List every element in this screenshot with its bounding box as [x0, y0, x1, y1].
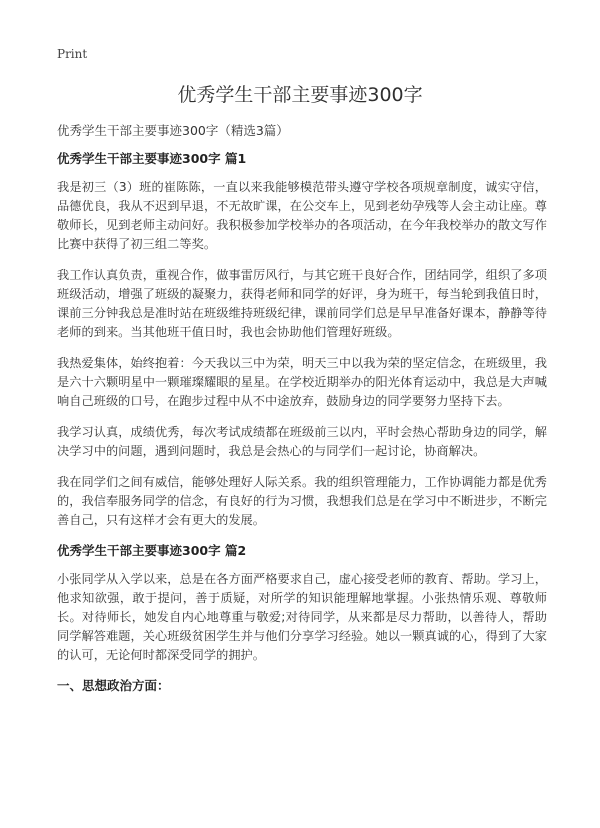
page-title: 优秀学生干部主要事迹300字 [177, 84, 423, 106]
document-subtitle: 优秀学生干部主要事迹300字（精选3篇） [57, 123, 289, 138]
section-1-paragraph-1: 我是初三（3）班的崔陈陈，一直以来我能够模范带头遵守学校各项规章制度，诚实守信，品德优良，我从不迟到早退，不无故旷课，在公交车上，见到老幼孕残等人会主动让座。尊敬师长，见到老师主动问好。我积极参加学校举办的各项活动，在今年我校举办的散文写作比赛中获得了初三组二等奖。 [57, 180, 547, 251]
section-1-paragraph-3: 我热爱集体，始终抱着：今天我以三中为荣，明天三中以我为荣的坚定信念，在班级里，我是六十六颗明星中一颗璀璨耀眼的星星。在学校近期举办的阳光体育运动中，我总是大声喊响自己班级的口号，在跑步过程中从不中途放弃，鼓励身边的同学要努力坚持下去。 [57, 356, 547, 408]
section-2-paragraph-1: 小张同学从入学以来，总是在各方面严格要求自己，虚心接受老师的教育、帮助。学习上，他求知欲强，敢于提问，善于质疑，对所学的知识能理解地掌握。小张热情乐观、尊敬师长。对待师长，她发自内心地尊重与敬爱;对待同学，从来都是尽力帮助，以善待人，帮助同学解答难题，关心班级贫困学生并与他们分享学习经验。她以一颗真诚的心，得到了大家的认可，无论何时都深受同学的拥护。 [57, 572, 547, 662]
print-link[interactable]: Print [57, 47, 88, 61]
section-heading-2: 优秀学生干部主要事迹300字 篇2 [57, 543, 247, 558]
section-heading-1: 优秀学生干部主要事迹300字 篇1 [57, 151, 247, 166]
section-1-paragraph-2: 我工作认真负责，重视合作，做事雷厉风行，与其它班干良好合作，团结同学，组织了多项班级活动，增强了班级的凝聚力，获得老师和同学的好评，身为班干，每当轮到我值日时，课前三分钟我总是准时站在班级维持班级纪律，课前同学们总是早早准备好课本，静静等待老师的到来。当其他班干值日时，我也会协助他们管理好班级。 [57, 268, 547, 339]
section-1-paragraph-5: 我在同学们之间有威信，能够处理好人际关系。我的组织管理能力，工作协调能力都是优秀的，我信奉服务同学的信念，有良好的行为习惯，我想我们总是在学习中不断进步，不断完善自己，只有这样才会有更大的发展。 [57, 475, 547, 527]
section-1-paragraph-4: 我学习认真，成绩优秀，每次考试成绩都在班级前三以内，平时会热心帮助身边的同学，解决学习中的问题，遇到问题时，我总是会热心的与同学们一起讨论，协商解决。 [57, 425, 547, 458]
document-body [57, 150, 547, 705]
section-heading-3: 一、思想政治方面： [57, 678, 170, 693]
